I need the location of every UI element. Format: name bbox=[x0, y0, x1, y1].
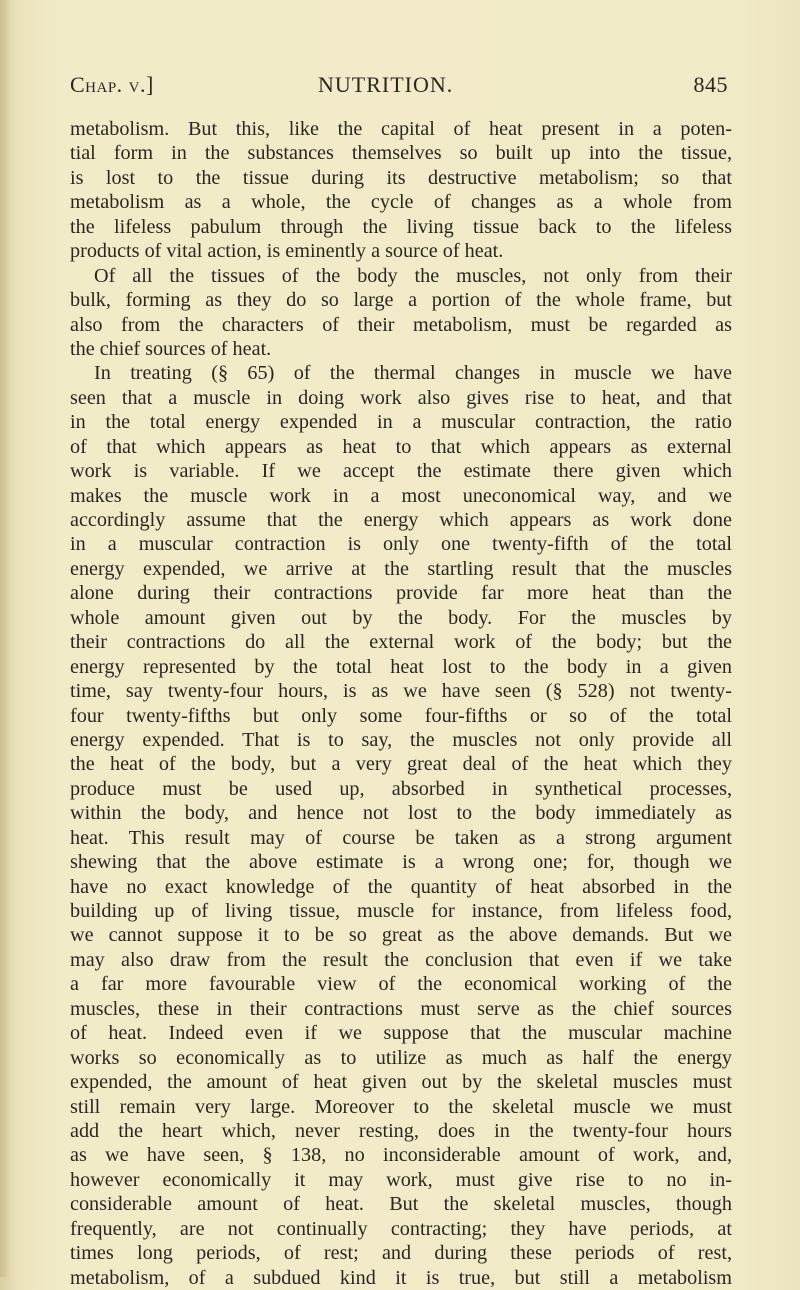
text-line: a far more favourable view of the economical working of the bbox=[70, 973, 732, 996]
text-line: still remain very large. Moreover to the skeletal muscle we must bbox=[70, 1095, 732, 1118]
text-line: alone during their contractions provide far more heat than the bbox=[70, 582, 732, 605]
text-line: the chief sources of heat. bbox=[70, 337, 272, 360]
text-line: makes the muscle work in a most uneconomical way, and we bbox=[70, 484, 732, 507]
text-line: muscles, these in their contractions must serve as the chief sources bbox=[70, 997, 732, 1020]
text-line: shewing that the above estimate is a wrong one; for, though we bbox=[70, 851, 732, 874]
text-line: their contractions do all the external work of the body; but the bbox=[70, 631, 732, 654]
text-line: within the body, and hence not lost to the body immediately as bbox=[70, 802, 732, 825]
chapter-label: Chap. v.] bbox=[70, 72, 154, 97]
text-line: the heat of the body, but a very great deal of the heat which they bbox=[70, 753, 732, 776]
text-line: produce must be used up, absorbed in synthetical processes, bbox=[70, 777, 732, 800]
text-line: metabolism, of a subdued kind it is true, but still a metabolism bbox=[70, 1266, 732, 1289]
text-line: add the heart which, never resting, does in the twenty-four hours bbox=[70, 1119, 732, 1142]
text-line: in a muscular contraction is only one twenty-fifth of the total bbox=[70, 533, 732, 556]
text-line: is lost to the tissue during its destructive metabolism; so that bbox=[70, 166, 732, 189]
text-line: In treating (§ 65) of the thermal changes in muscle we have bbox=[94, 362, 732, 385]
text-line: four twenty-fifths but only some four-fifths or so of the total bbox=[70, 704, 732, 727]
text-line: we cannot suppose it to be so great as the above demands. But we bbox=[70, 924, 732, 947]
text-line: expended, the amount of heat given out by the skeletal muscles must bbox=[70, 1071, 732, 1094]
page-edge-shadow bbox=[0, 0, 10, 1277]
page-number: 845 bbox=[693, 72, 728, 97]
text-line: of heat. Indeed even if we suppose that the muscular machine bbox=[70, 1022, 732, 1045]
text-line: as we have seen, § 138, no inconsiderable amount of work, and, bbox=[70, 1144, 732, 1167]
text-line: metabolism. But this, like the capital of heat present in a poten- bbox=[70, 118, 732, 140]
text-line: energy expended. That is to say, the muscles not only provide all bbox=[70, 728, 732, 751]
text-line: tial form in the substances themselves so built up into the tissue, bbox=[70, 142, 732, 165]
text-line: building up of living tissue, muscle for instance, from lifeless food, bbox=[70, 900, 732, 922]
text-line: time, say twenty-four hours, is as we have seen (§ 528) not twenty- bbox=[70, 680, 732, 703]
running-head bbox=[70, 72, 728, 102]
text-line: also from the characters of their metabolism, must be regarded as bbox=[70, 313, 732, 336]
text-line: of that which appears as heat to that which appears as external bbox=[70, 435, 732, 458]
text-line: frequently, are not continually contracting; they have periods, at bbox=[70, 1217, 732, 1240]
text-line: bulk, forming as they do so large a portion of the whole frame, but bbox=[70, 289, 732, 312]
text-line: have no exact knowledge of the quantity of heat absorbed in the bbox=[70, 875, 732, 898]
text-line: energy represented by the total heat lost to the body in a given bbox=[70, 655, 732, 678]
text-line: energy expended, we arrive at the startling result that the muscles bbox=[70, 557, 732, 580]
text-line: works so economically as to utilize as much as half the energy bbox=[70, 1046, 732, 1069]
text-line: however economically it may work, must give rise to no in- bbox=[70, 1168, 732, 1191]
page-title: NUTRITION. bbox=[318, 72, 454, 97]
text-line: may also draw from the result the conclusion that even if we take bbox=[70, 948, 732, 971]
text-line: work is variable. If we accept the estimate there given which bbox=[70, 460, 732, 483]
text-line: times long periods, of rest; and during these periods of rest, bbox=[70, 1242, 732, 1265]
text-line: whole amount given out by the body. For the muscles by bbox=[70, 606, 732, 629]
text-line: heat. This result may of course be taken as a strong argument bbox=[70, 826, 732, 849]
text-line: products of vital action, is eminently a source of heat. bbox=[70, 240, 504, 263]
text-line: seen that a muscle in doing work also gives rise to heat, and that bbox=[70, 386, 732, 409]
text-line: considerable amount of heat. But the skeletal muscles, though bbox=[70, 1193, 732, 1216]
text-line: accordingly assume that the energy which appears as work done bbox=[70, 509, 732, 531]
text-line: metabolism as a whole, the cycle of changes as a whole from bbox=[70, 191, 732, 214]
text-line: Of all the tissues of the body the muscles, not only from their bbox=[94, 264, 732, 287]
text-line: in the total energy expended in a muscular contraction, the ratio bbox=[70, 411, 732, 434]
body-text bbox=[70, 117, 732, 1290]
text-line: the lifeless pabulum through the living tissue back to the lifeless bbox=[70, 215, 732, 238]
